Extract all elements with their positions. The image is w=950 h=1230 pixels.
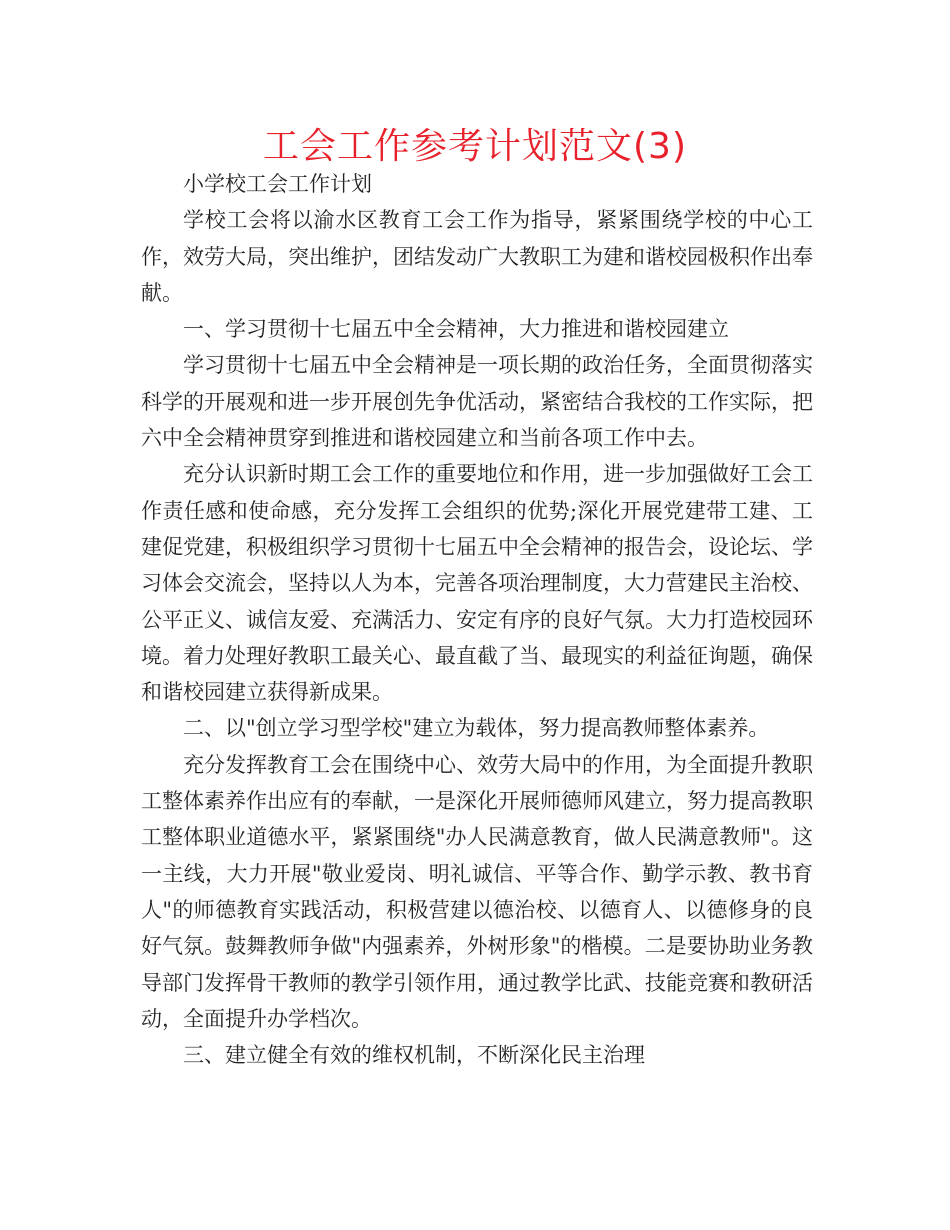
section-heading: 二、以"创立学习型学校"建立为载体，努力提高教师整体素养。	[183, 716, 770, 741]
body-paragraph: 充分发挥教育工会在围绕中心、效劳大局中的作用，为全面提升教职工整体素养作出应有的奉献，一是深化开展师德师风建立，努力提高教职工整体职业道德水平，紧紧围绕"办人民满意教育，做人民满意教师"。这一主线，大力开展"敬业爱岗、明礼诚信、平等合作、勤学示教、教书育人"的师德教育实践活动，积极营建以德治校、以德育人、以德修身的良好气氛。鼓舞教师争做"内强素养，外树形象"的楷模。二是要协助业务教导部门发挥骨干教师的教学引领作用，通过教学比武、技能竞赛和教研活动，全面提升办学档次。	[141, 752, 813, 1031]
section-heading: 一、学习贯彻十七届五中全会精神，大力推进和谐校园建立	[183, 317, 729, 342]
document-body	[141, 166, 813, 1073]
body-paragraph: 学校工会将以渝水区教育工会工作为指导，紧紧围绕学校的中心工作，效劳大局，突出维护，团结发动广大教职工为建和谐校园极积作出奉献。	[141, 208, 813, 305]
body-paragraph: 学习贯彻十七届五中全会精神是一项长期的政治任务，全面贯彻落实科学的开展观和进一步开展创先争优活动，紧密结合我校的工作实际，把六中全会精神贯穿到推进和谐校园建立和当前各项工作中去。	[141, 353, 813, 451]
document-title: 工会工作参考计划范文(3)	[263, 126, 687, 167]
section-heading: 三、建立健全有效的维权机制，不断深化民主治理	[183, 1043, 645, 1068]
body-paragraph: 充分认识新时期工会工作的重要地位和作用，进一步加强做好工会工作责任感和使命感，充分发挥工会组织的优势;深化开展党建带工建、工建促党建，积极组织学习贯彻十七届五中全会精神的报告会，设论坛、学习体会交流会，坚持以人为本，完善各项治理制度，大力营建民主治校、公平正义、诚信友爱、充满活力、安定有序的良好气氛。大力打造校园环境。着力处理好教职工最关心、最直截了当、最现实的利益征询题，确保和谐校园建立获得新成果。	[141, 462, 813, 705]
body-paragraph: 小学校工会工作计划	[183, 172, 372, 196]
